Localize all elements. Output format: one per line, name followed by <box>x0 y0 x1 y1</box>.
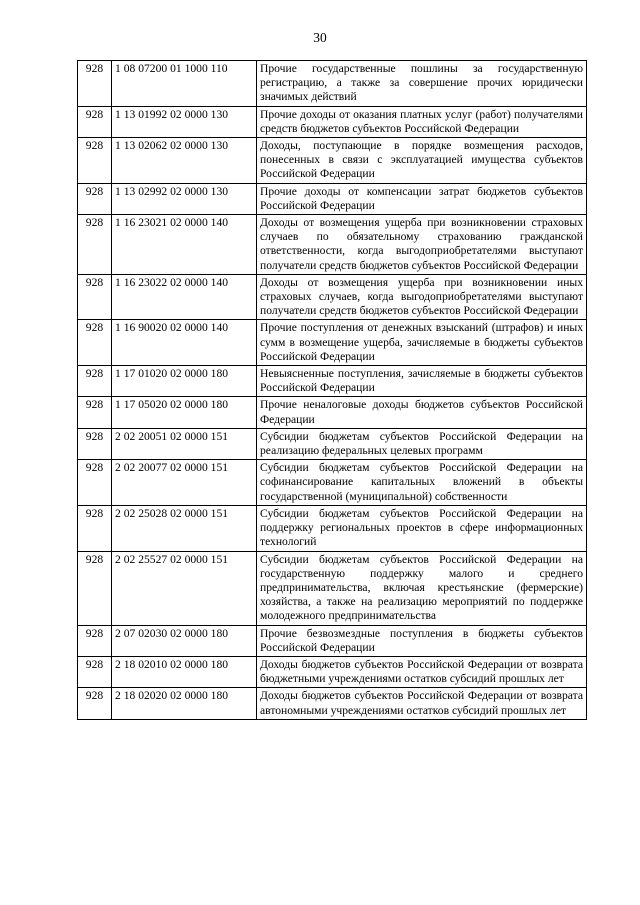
budget-classification-code-cell: 1 17 05020 02 0000 180 <box>112 397 257 428</box>
table-row <box>78 138 587 184</box>
admin-code-cell: 928 <box>78 61 112 107</box>
budget-classification-code-cell: 1 08 07200 01 1000 110 <box>112 61 257 107</box>
admin-code-cell: 928 <box>78 274 112 320</box>
revenue-name-cell: Прочие доходы от компенсации затрат бюджетов субъектов Российской Федерации <box>257 183 587 214</box>
admin-code-cell: 928 <box>78 551 112 625</box>
budget-classification-code-cell: 2 18 02010 02 0000 180 <box>112 656 257 687</box>
revenue-name-cell: Невыясненные поступления, зачисляемые в бюджеты субъектов Российской Федерации <box>257 366 587 397</box>
revenue-codes-table <box>77 60 587 720</box>
budget-classification-code-cell: 1 13 02062 02 0000 130 <box>112 138 257 184</box>
table-row <box>78 320 587 366</box>
admin-code-cell: 928 <box>78 106 112 137</box>
revenue-name-cell: Доходы бюджетов субъектов Российской Федерации от возврата автономными учреждениями остатков субсидий прошлых лет <box>257 688 587 719</box>
admin-code-cell: 928 <box>78 428 112 459</box>
admin-code-cell: 928 <box>78 138 112 184</box>
revenue-name-cell: Доходы, поступающие в порядке возмещения расходов, понесенных в связи с эксплуатацией имущества субъектов Российской Федерации <box>257 138 587 184</box>
table-row <box>78 505 587 551</box>
admin-code-cell: 928 <box>78 183 112 214</box>
table-body <box>78 61 587 720</box>
revenue-name-cell: Субсидии бюджетам субъектов Российской Федерации на государственную поддержку малого и среднего предпринимательства, включая крестьянские (фермерские) хозяйства, а также на реализацию мероприятий по поддержке молодежного предпринимательства <box>257 551 587 625</box>
table-row <box>78 106 587 137</box>
budget-classification-code-cell: 1 16 23021 02 0000 140 <box>112 215 257 275</box>
revenue-name-cell: Доходы от возмещения ущерба при возникновении иных страховых случаев, когда выгодоприобретателями выступают получатели средств бюджетов субъектов Российской Федерации <box>257 274 587 320</box>
budget-classification-code-cell: 2 02 25527 02 0000 151 <box>112 551 257 625</box>
revenue-name-cell: Прочие неналоговые доходы бюджетов субъектов Российской Федерации <box>257 397 587 428</box>
admin-code-cell: 928 <box>78 397 112 428</box>
table-row <box>78 366 587 397</box>
budget-classification-code-cell: 1 16 23022 02 0000 140 <box>112 274 257 320</box>
table-row <box>78 688 587 719</box>
revenue-name-cell: Прочие государственные пошлины за государственную регистрацию, а также за совершение прочих юридически значимых действий <box>257 61 587 107</box>
table-row <box>78 61 587 107</box>
table-row <box>78 215 587 275</box>
admin-code-cell: 928 <box>78 625 112 656</box>
budget-classification-code-cell: 1 13 02992 02 0000 130 <box>112 183 257 214</box>
budget-classification-code-cell: 2 02 20077 02 0000 151 <box>112 460 257 506</box>
revenue-name-cell: Прочие безвозмездные поступления в бюджеты субъектов Российской Федерации <box>257 625 587 656</box>
budget-classification-code-cell: 1 16 90020 02 0000 140 <box>112 320 257 366</box>
budget-classification-code-cell: 2 02 20051 02 0000 151 <box>112 428 257 459</box>
table-row <box>78 428 587 459</box>
table-row <box>78 656 587 687</box>
budget-classification-code-cell: 1 17 01020 02 0000 180 <box>112 366 257 397</box>
budget-classification-code-cell: 2 18 02020 02 0000 180 <box>112 688 257 719</box>
budget-classification-code-cell: 1 13 01992 02 0000 130 <box>112 106 257 137</box>
table-row <box>78 397 587 428</box>
revenue-name-cell: Доходы от возмещения ущерба при возникновении страховых случаев по обязательному страхованию гражданской ответственности, когда выгодоприобретателями выступают получатели средств бюджетов субъектов Российской Федерации <box>257 215 587 275</box>
budget-classification-code-cell: 2 07 02030 02 0000 180 <box>112 625 257 656</box>
table-row <box>78 274 587 320</box>
admin-code-cell: 928 <box>78 656 112 687</box>
revenue-name-cell: Субсидии бюджетам субъектов Российской Федерации на софинансирование капитальных вложений в объекты государственной (муниципальной) собственности <box>257 460 587 506</box>
table-row <box>78 183 587 214</box>
table-row <box>78 551 587 625</box>
revenue-name-cell: Доходы бюджетов субъектов Российской Федерации от возврата бюджетными учреждениями остатков субсидий прошлых лет <box>257 656 587 687</box>
budget-classification-code-cell: 2 02 25028 02 0000 151 <box>112 505 257 551</box>
table-row <box>78 460 587 506</box>
revenue-name-cell: Прочие доходы от оказания платных услуг (работ) получателями средств бюджетов субъектов Российской Федерации <box>257 106 587 137</box>
revenue-name-cell: Прочие поступления от денежных взысканий (штрафов) и иных сумм в возмещение ущерба, зачисляемые в бюджеты субъектов Российской Федерации <box>257 320 587 366</box>
revenue-name-cell: Субсидии бюджетам субъектов Российской Федерации на поддержку региональных проектов в сфере информационных технологий <box>257 505 587 551</box>
admin-code-cell: 928 <box>78 366 112 397</box>
revenue-name-cell: Субсидии бюджетам субъектов Российской Федерации на реализацию федеральных целевых программ <box>257 428 587 459</box>
admin-code-cell: 928 <box>78 215 112 275</box>
admin-code-cell: 928 <box>78 320 112 366</box>
admin-code-cell: 928 <box>78 460 112 506</box>
admin-code-cell: 928 <box>78 505 112 551</box>
table-row <box>78 625 587 656</box>
page-number: 30 <box>313 30 327 45</box>
admin-code-cell: 928 <box>78 688 112 719</box>
